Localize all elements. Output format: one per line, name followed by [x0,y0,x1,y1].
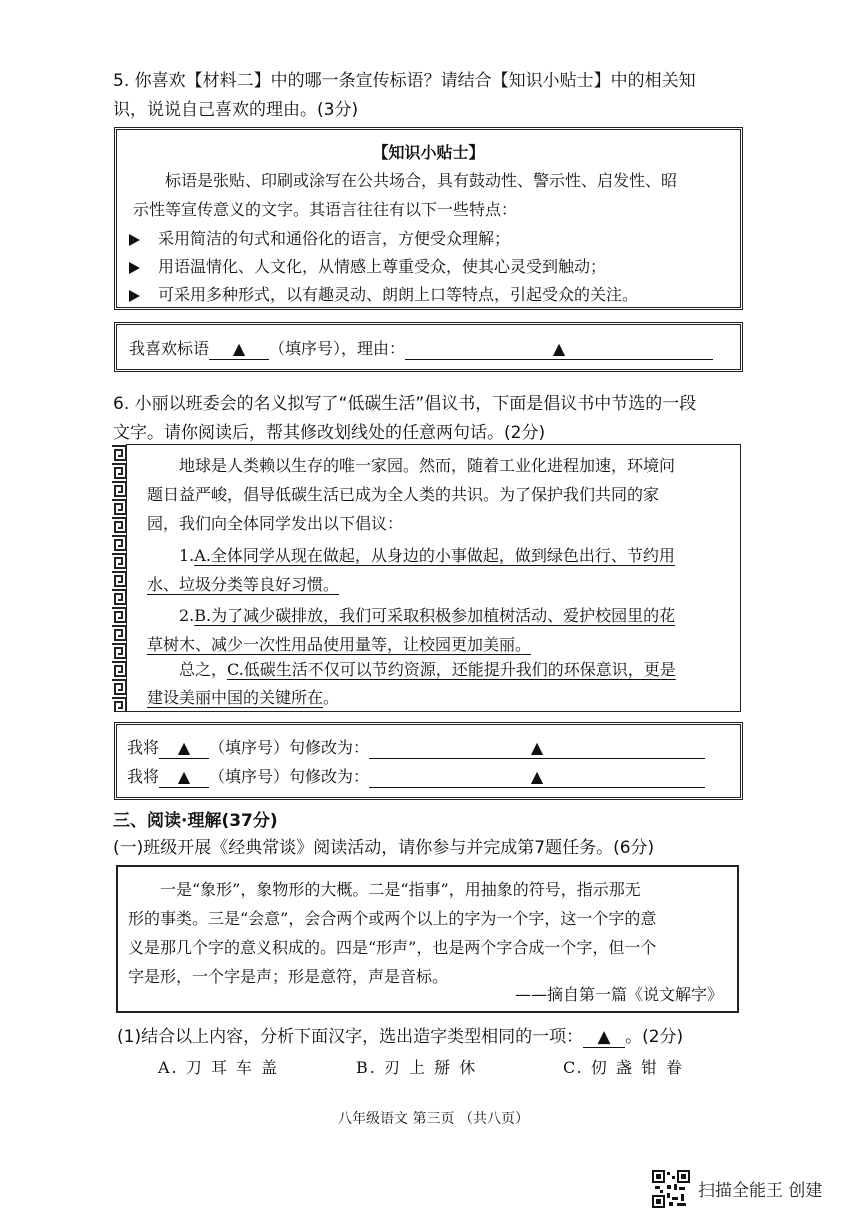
q6-answer-box [114,722,743,800]
watermark-text: 扫描全能王 创建 [698,1181,823,1201]
tip-p1b: 示性等宣传意义的文字。其语言往往有以下一些特点： [133,200,518,219]
q7-1-prompt: (1)结合以上内容，分析下面汉字，选出造字类型相同的一项： ▲ 。(2分) [117,1027,684,1047]
q5-line2: 识，说说自己喜欢的理由。(3分) [113,100,359,120]
proposal-item-2a: 2.B.为了减少碳排放，我们可采取积极参加植树活动、爱护校园里的花 [179,606,676,625]
revision-blank-2[interactable]: ▲ [369,767,705,788]
tip-bullet-2: 用语温情化、人文化，从情感上尊重受众，使其心灵受到触动； [129,252,606,281]
proposal-summary-a: 总之，C.低碳生活不仅可以节约资源，还能提升我们的环保意识，更是 [179,660,676,679]
option-b[interactable]: B. 刃 上 掰 休 [356,1058,478,1077]
qr-code-icon [652,1170,690,1208]
proposal-p1c: 园，我们向全体同学发出以下倡议： [147,514,404,533]
quote-box [116,865,739,1013]
q7-answer-blank[interactable]: ▲ [583,1027,625,1048]
page-footer: 八年级语文 第三页 （共八页） [338,1111,529,1127]
proposal-summary-b: 建设美丽中国的关键所在。 [147,688,340,707]
q6-answer-line-1: 我将 ▲ （填序号）句修改为： ▲ [127,733,705,762]
tip-p1a: 标语是张贴、印刷或涂写在公共场合，具有鼓动性、警示性、启发性、昭 [165,171,678,190]
proposal-item-1b: 水、垃圾分类等良好习惯。 [147,575,340,594]
q5-line1: 5. 你喜欢【材料二】中的哪一条宣传标语？请结合【知识小贴士】中的相关知 [113,71,696,91]
sentence-number-blank-2[interactable]: ▲ [159,767,209,788]
section-heading: 三、阅读·理解(37分) [113,811,278,831]
tip-bullet-1: 采用简洁的句式和通俗化的语言，方便受众理解； [129,224,510,253]
proposal-p1b: 题日益严峻，倡导低碳生活已成为全人类的共识。为了保护我们共同的家 [147,485,660,504]
q6-line1: 6. 小丽以班委会的名义拟写了“低碳生活”倡议书，下面是倡议书中节选的一段 [113,394,697,414]
subsection-heading: (一)班级开展《经典常谈》阅读活动，请你参与并完成第7题任务。(6分) [113,838,655,858]
sentence-number-blank-1[interactable]: ▲ [159,738,209,759]
tip-bullet-3: 可采用多种形式，以有趣灵动、朗朗上口等特点，引起受众的关注。 [129,280,638,309]
q5-answer-line: 我喜欢标语 ▲ （填序号），理由： ▲ [129,334,713,364]
proposal-box [126,444,741,712]
q5-answer-box [114,322,743,372]
quote-source: ——摘自第一篇《说文解字》 [514,985,723,1004]
reason-blank[interactable]: ▲ [405,339,713,360]
arrow-icon [129,262,140,274]
quote-line-c: 义是那几个字的意义积成的。四是“形声”，也是两个字合成一个字，但一个 [128,938,657,957]
proposal-item-2b: 草树木、减少一次性用品使用量等，让校园更加美丽。 [147,635,532,654]
quote-line-d: 字是形，一个字是声；形是意符，声是音标。 [128,967,449,986]
quote-line-a: 一是“象形”，象物形的大概。二是“指事”，用抽象的符号，指示那无 [160,880,641,899]
arrow-icon [129,234,140,246]
tip-title: 【知识小贴士】 [372,143,485,162]
q6-line2: 文字。请你阅读后，帮其修改划线处的任意两句话。(2分) [113,423,546,443]
tip-box [114,127,743,310]
proposal-item-1a: 1.A.全体同学从现在做起，从身边的小事做起，做到绿色出行、节约用 [179,546,675,565]
option-c[interactable]: C. 仞 盏 钳 眷 [563,1058,685,1077]
proposal-p1a: 地球是人类赖以生存的唯一家园。然而，随着工业化进程加速，环境问 [179,456,676,475]
arrow-icon [129,290,140,302]
quote-line-b: 形的事类。三是“会意”，会合两个或两个以上的字为一个字，这一个字的意 [128,909,657,928]
revision-blank-1[interactable]: ▲ [369,738,705,759]
option-a[interactable]: A. 刀 耳 车 盖 [158,1058,279,1077]
answer-blank[interactable]: ▲ [209,339,269,360]
q6-answer-line-2: 我将 ▲ （填序号）句修改为： ▲ [127,762,705,791]
